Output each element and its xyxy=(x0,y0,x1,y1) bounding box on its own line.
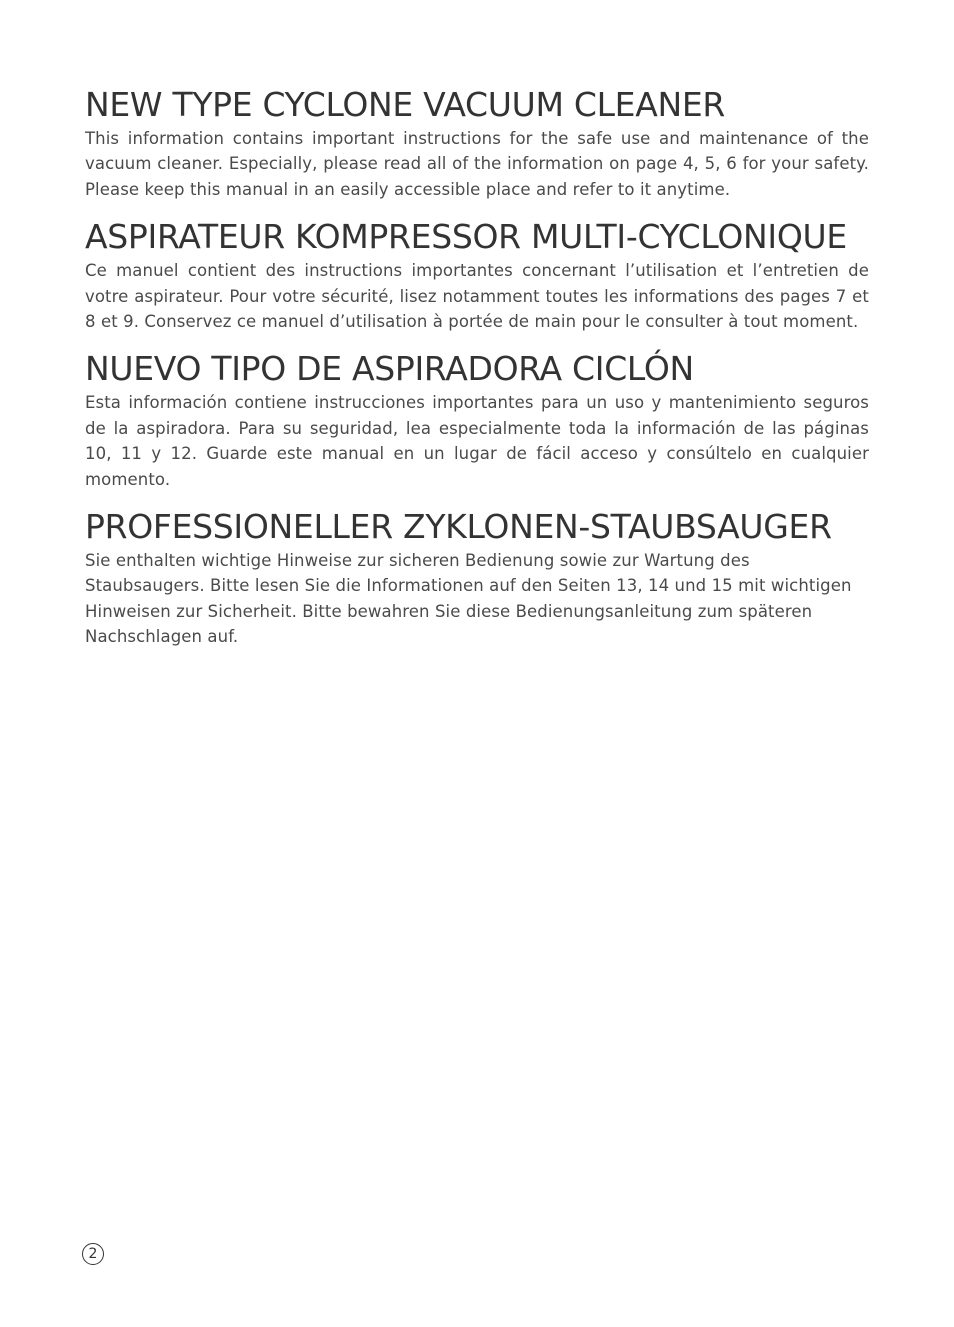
section-body-english: This information contains important instructions for the safe use and maintenance of the vacuum cleaner. Especially, please read all of the information on page 4, 5, 6 for your safety. Please keep this manual in an easily accessible place and refer to it anytime. xyxy=(85,129,869,199)
section-body-german: Sie enthalten wichtige Hinweise zur sicheren Bedienung sowie zur Wartung des Staubsaugers. Bitte lesen Sie die Informationen auf den Seiten 13, 14 und 15 mit wichtigen Hinweisen zur Sicherheit. Bitte bewahren Sie diese Bedienungsanleitung zum späteren Nachschlagen auf. xyxy=(85,551,852,647)
page-number-badge: 2 xyxy=(82,1243,104,1265)
section-title-german: PROFESSIONELLER ZYKLONEN-STAUBSAUGER xyxy=(85,507,832,547)
document-page xyxy=(85,84,869,664)
section-english xyxy=(85,84,869,202)
section-body-french: Ce manuel contient des instructions importantes concernant l’utilisation et l’entretien de votre aspirateur. Pour votre sécurité, lisez notamment toutes les informations des pages 7 et 8 et 9. Conservez ce manuel d’utilisation à portée de main pour le consulter à tout moment. xyxy=(85,261,869,332)
section-spanish xyxy=(85,348,869,492)
section-title-french: ASPIRATEUR KOMPRESSOR MULTI-CYCLONIQUE xyxy=(85,217,847,257)
section-french xyxy=(85,216,869,334)
section-title-spanish: NUEVO TIPO DE ASPIRADORA CICLÓN xyxy=(85,349,694,389)
section-title-english: NEW TYPE CYCLONE VACUUM CLEANER xyxy=(85,85,726,124)
section-german xyxy=(85,506,869,650)
section-body-spanish: Esta información contiene instrucciones importantes para un uso y mantenimiento seguros de la aspiradora. Para su seguridad, lea especialmente toda la información de las páginas 10, 11 y 12. Guarde este manual en un lugar de fácil acceso y consúltelo en cualquier momento. xyxy=(85,393,869,489)
